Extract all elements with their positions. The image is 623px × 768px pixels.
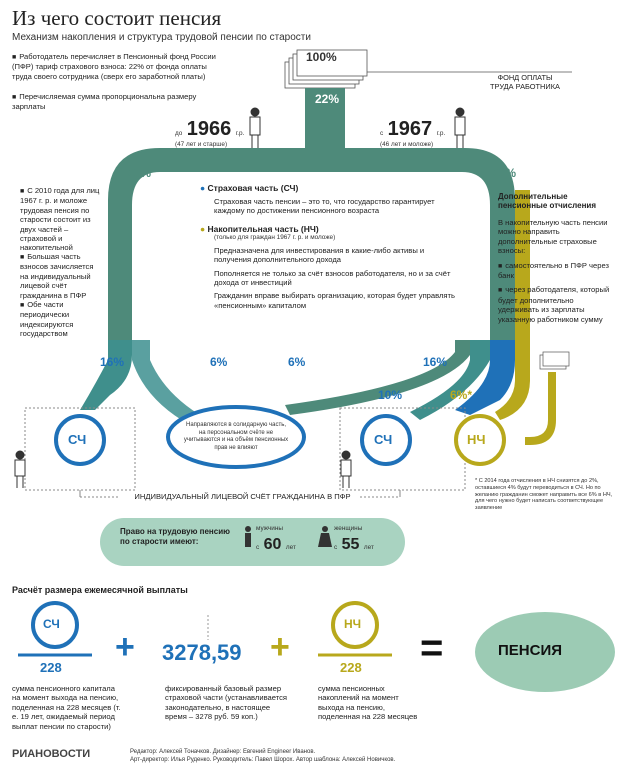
fund-label-line2: ТРУДА РАБОТНИКА xyxy=(490,82,560,91)
extra-item-2: ■ через работодателя, который будет дополнительно удерживать из зарплаты указанную работником сумму xyxy=(498,285,613,324)
credits-1: Редактор: Алексей Тоначков. Дизайнер: Евгений Engineer Иванов. xyxy=(130,749,316,755)
calc-sc-label: СЧ xyxy=(43,617,60,631)
retire-women-age-value: 55 xyxy=(341,536,360,553)
person-icon-1967 xyxy=(455,108,465,148)
left-year-suffix: г.р. xyxy=(235,130,245,137)
calc-nc-label: НЧ xyxy=(344,617,362,631)
retire-women: женщины xyxy=(334,525,363,532)
pct-6-left: 6% xyxy=(210,355,228,369)
page-title: Из чего состоит пенсия xyxy=(12,6,222,30)
left-year-prefix: до xyxy=(175,130,183,137)
ria-logo: РИАНОВОСТИ xyxy=(12,748,91,760)
note-proportional: ■ Перечисляемая сумма пропорциональна размеру зарплаты xyxy=(12,92,217,112)
left-note-2: ■ Большая часть взносов зачисляется на индивидуальный лицевой счёт гражданина в ПФР xyxy=(20,252,102,300)
left-year-block xyxy=(175,118,244,149)
pct-16-left: 16% xyxy=(100,355,125,369)
retire-men-age-value: 60 xyxy=(263,536,282,553)
calc-base: 3278,59 xyxy=(162,640,242,665)
pct-6-mid: 6% xyxy=(288,355,306,369)
extra-item-1: ■ самостоятельно в ПФР через банк xyxy=(498,261,613,281)
right-year-suffix: г.р. xyxy=(436,130,446,137)
retire-women-from: с xyxy=(334,544,338,551)
fund-label-line1: ФОНД ОПЛАТЫ xyxy=(497,73,553,82)
nc-text-3: Гражданин вправе выбирать организацию, которая будет управлять «пенсионным» капиталом xyxy=(214,291,455,310)
pct-16-right: 16% xyxy=(423,355,448,369)
retire-women-unit: лет xyxy=(363,544,374,551)
nc-text-2: Пополняется не только за счёт взносов работодателя, но и за счёт дохода от инвестиций xyxy=(214,268,451,288)
left-branch-16 xyxy=(80,340,132,410)
extra-intro: В накопительную часть пенсии можно направить дополнительные страховые взносы: xyxy=(498,218,608,256)
nc-note: (только для граждан 1967 г. р. и моложе) xyxy=(214,233,336,241)
right-year-note: (46 лет и моложе) xyxy=(380,141,434,148)
calc-sc-den: 228 xyxy=(40,660,62,675)
person-icon-left-account xyxy=(15,451,25,488)
calc-plus-1: + xyxy=(115,628,135,666)
center-info xyxy=(200,183,462,314)
nc-title-text: Накопительная часть (НЧ) xyxy=(207,223,319,234)
pct-10: 10% xyxy=(378,388,403,402)
left-split-pct: 22% xyxy=(127,166,152,180)
footnote: * С 2014 года отчисления в НЧ снизятся до 2%, оставшиеся 4% будут переводиться в СЧ. Но по желанию гражданин сможет направить все 6% в НЧ, для чего нужно будет написать соответствующее заявление xyxy=(475,478,613,512)
right-year-block xyxy=(380,118,445,149)
sc-text: Страховая часть пенсии – это то, что государство гарантирует каждому по достижении пенсионного возраста xyxy=(214,197,435,216)
left-note-1: ■ С 2010 года для лиц 1967 г. р. и моложе трудовая пенсия по старости состоит из двух частей – страховой и накопительной xyxy=(20,186,102,253)
extra-money-icon xyxy=(540,352,569,369)
right-year-prefix: с xyxy=(380,130,384,137)
person-icon-right-account xyxy=(341,451,351,488)
right-year: 1967 xyxy=(387,118,433,140)
calc-base-desc: фиксированный базовый размер страховой части (устанавливается законодательно, в настоящее время – 3278 руб. 59 коп.) xyxy=(165,684,288,722)
fund-pct: 100% xyxy=(306,50,337,64)
retire-men-age xyxy=(256,536,296,554)
extra-title: Дополнительные пенсионные отчисления xyxy=(498,192,596,210)
calc-plus-2: + xyxy=(270,628,290,666)
calc-equals: = xyxy=(420,626,444,670)
right-notes xyxy=(498,192,613,324)
retire-men-from: с xyxy=(256,544,260,551)
right-split-pct: 22% xyxy=(492,166,517,180)
page-subtitle: Механизм накопления и структура трудовой пенсии по старости xyxy=(12,32,311,43)
calc-nc-den: 228 xyxy=(340,660,362,675)
man-icon xyxy=(245,526,251,547)
sc-label-right: СЧ xyxy=(374,432,393,447)
trunk-pct: 22% xyxy=(315,92,340,106)
account-label: ИНДИВИДУАЛЬНЫЙ ЛИЦЕВОЙ СЧЁТ ГРАЖДАНИНА В ПФР xyxy=(134,492,351,501)
calc-nc-desc: сумма пенсионных накоплений на момент выхода на пенсию, поделенная на 228 месяцев xyxy=(318,684,418,722)
sc-label-left: СЧ xyxy=(68,432,87,447)
nc-title: ● Накопительная часть (НЧ) xyxy=(200,223,319,234)
left-year: 1966 xyxy=(186,118,232,140)
note-employer: ■ Работодатель перечисляет в Пенсионный фонд России (ПФР) тариф страхового взноса: 22% от фонда оплаты труда своего сотрудника (сверх его заработной платы) xyxy=(12,52,217,81)
solidarity-text: Направляются в солидарную часть, на персональном счёте не учитываются и на объём пенсионных прав не влияют xyxy=(183,422,289,451)
retire-women-age xyxy=(334,536,374,554)
left-year-note: (47 лет и старше) xyxy=(175,141,228,148)
nc-label: НЧ xyxy=(467,432,486,447)
pct-6-star: 6%* xyxy=(450,388,473,402)
nc-text-1: Предназначена для инвестирования в какие-либо активы и получения дополнительного дохода xyxy=(214,245,425,265)
fund-label xyxy=(480,73,570,91)
calc-sc-desc: сумма пенсионного капитала на момент выхода на пенсию, поделенная на 228 месяцев (т. е. 19 лет, ожидаемый период выплат пенсии по старости) xyxy=(12,684,121,731)
sc-title: ● Страховая часть (СЧ) xyxy=(200,183,299,193)
person-icon-1966 xyxy=(250,108,260,148)
left-note-3: ■ Обе части периодически индексируются государством xyxy=(20,300,102,339)
credits-2: Арт-директор: Илья Руденко. Руководитель: Павел Шорох. Автор шаблона: Алексей Новичков. xyxy=(130,757,396,763)
retire-men-unit: лет xyxy=(285,544,296,551)
calc-result: ПЕНСИЯ xyxy=(498,642,563,659)
retire-label: Право на трудовую пенсию по старости имеют: xyxy=(120,527,230,546)
sc-title-text: Страховая часть (СЧ) xyxy=(207,183,299,193)
retire-men: мужчины xyxy=(256,525,283,532)
calc-title: Расчёт размера ежемесячной выплаты xyxy=(12,585,188,595)
